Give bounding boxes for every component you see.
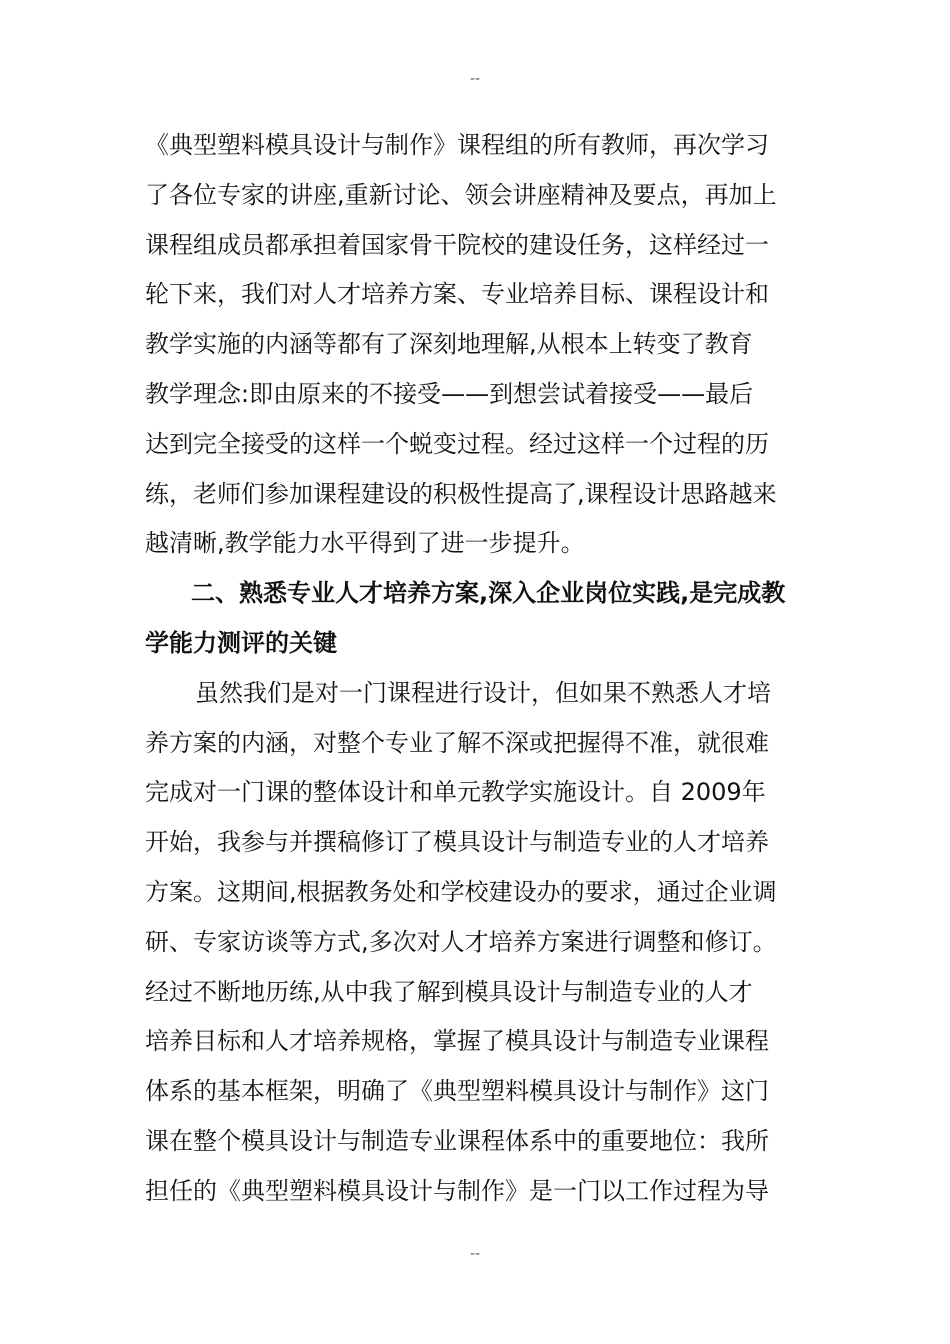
text-line: 方案。这期间,根据教务处和学校建设办的要求，通过企业调: [145, 877, 777, 906]
text-line: 养方案的内涵，对整个专业了解不深或把握得不准，就很难: [145, 728, 769, 757]
text-line: 教学理念:即由原来的不接受——到想尝试着接受——最后: [145, 379, 754, 408]
text-line: 达到完全接受的这样一个蜕变过程。经过这样一个过程的历: [145, 429, 769, 458]
text-line: 研、专家访谈等方式,多次对人才培养方案进行调整和修订。: [145, 927, 777, 956]
paragraph-2: [145, 669, 810, 1217]
text-line: 完成对一门课的整体设计和单元教学实施设计。自 2009年: [145, 778, 766, 807]
text-line: 虽然我们是对一门课程进行设计，但如果不熟悉人才培: [195, 678, 771, 707]
document-body: [145, 121, 810, 1217]
text-line: 课程组成员都承担着国家骨干院校的建设任务，这样经过一: [145, 230, 769, 259]
heading-line: 二、熟悉专业人才培养方案,深入企业岗位实践,是完成教: [191, 579, 786, 608]
text-line: 培养目标和人才培养规格，掌握了模具设计与制造专业课程: [145, 1027, 769, 1056]
text-line: 体系的基本框架，明确了《典型塑料模具设计与制作》这门: [145, 1077, 769, 1106]
text-line: 《典型塑料模具设计与制作》课程组的所有教师，再次学习: [145, 131, 769, 159]
paragraph-1: [145, 121, 810, 569]
text-line: 开始，我参与并撰稿修订了模具设计与制造专业的人才培养: [145, 828, 769, 857]
text-line: 担任的《典型塑料模具设计与制作》是一门以工作过程为导: [145, 1176, 769, 1205]
text-line: 经过不断地历练,从中我了解到模具设计与制造专业的人才: [145, 977, 753, 1006]
text-line: 轮下来，我们对人才培养方案、专业培养目标、课程设计和: [145, 280, 769, 309]
text-line: 越清晰,教学能力水平得到了进一步提升。: [145, 529, 585, 558]
page-marker-top: --: [469, 71, 481, 87]
text-line: 了各位专家的讲座,重新讨论、领会讲座精神及要点，再加上: [145, 180, 777, 209]
page-marker-bottom: --: [469, 1246, 481, 1262]
heading-line: 学能力测评的关键: [145, 628, 337, 657]
section-heading: [145, 569, 810, 669]
text-line: 练，老师们参加课程建设的积极性提高了,课程设计思路越来: [145, 479, 777, 508]
text-line: 课在整个模具设计与制造专业课程体系中的重要地位：我所: [145, 1126, 769, 1155]
text-line: 教学实施的内涵等都有了深刻地理解,从根本上转变了教育: [145, 330, 753, 359]
